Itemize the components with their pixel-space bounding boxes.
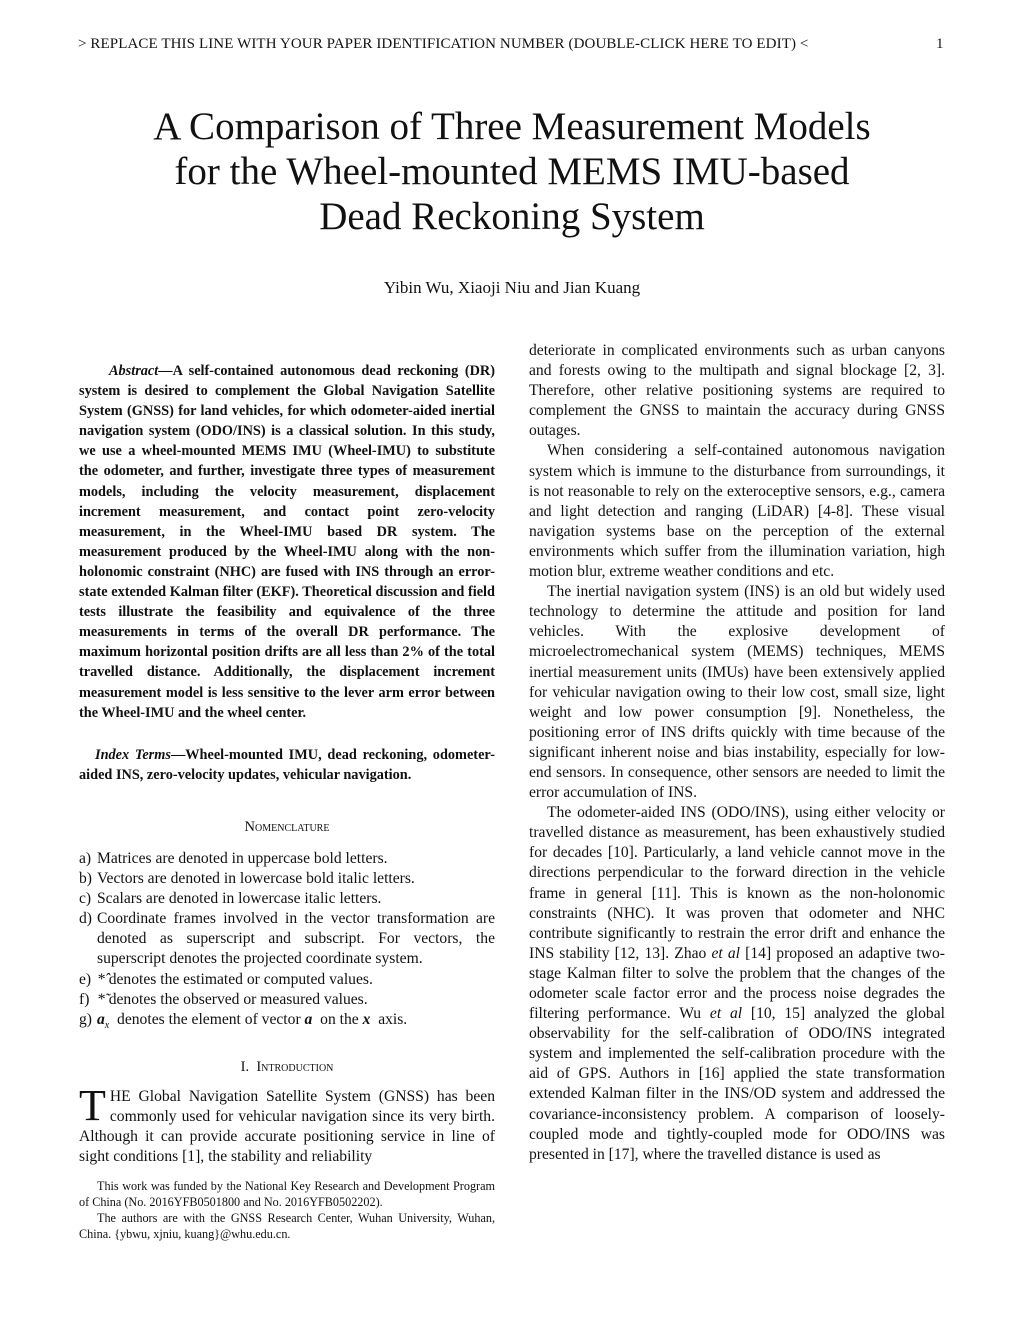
paragraph: The inertial navigation system (INS) is an old but widely used technology to determine the attitude and position for land vehicles. With the explosive development of microelectromechanical system (MEMS) techniques, MEMS inertial measurement units (IMUs) have been extensively applied for vehicular navigation owing to their low cost, small size, light weight and low power consumption [9]. Nonetheless, the positioning error of INS drifts quickly with time because of the significant inherent noise and bias instability, especially for low-end sensors. In consequence, other sensors are needed to limit the error accumulation of INS. xyxy=(529,583,945,802)
list-item-label: a) xyxy=(79,849,92,867)
list-item xyxy=(79,889,495,909)
introduction-text: HE Global Navigation Satellite System (GNSS) has been commonly used for vehicular navigation since its very birth. Although it can provide accurate positioning service in line of sight conditions [1], the stability and reliability xyxy=(79,1088,495,1166)
list-item-label: f) xyxy=(79,990,90,1008)
list-item xyxy=(79,849,495,869)
left-column xyxy=(79,361,495,1167)
title-line-3: Dead Reckoning System xyxy=(319,195,705,238)
list-item xyxy=(79,970,495,990)
estimate-symbol: *̂ xyxy=(97,970,105,988)
footnote-funding: This work was funded by the National Key Research and Development Program of China (No. 2016YFB0501800 and No. 2016YFB0502202). xyxy=(79,1179,495,1209)
vector-symbol: a xyxy=(97,1010,105,1028)
list-item-label: d) xyxy=(79,910,92,928)
index-terms-label: Index Terms xyxy=(95,746,171,763)
authors: Yibin Wu, Xiaoji Niu and Jian Kuang xyxy=(383,278,641,297)
paper-title xyxy=(80,104,944,239)
list-item-text: denotes the estimated or computed values. xyxy=(108,970,373,988)
vector-subscript: x xyxy=(104,1019,110,1031)
list-item-text: Scalars are denoted in lowercase italic letters. xyxy=(97,890,382,908)
title-line-2: for the Wheel-mounted MEMS IMU-based xyxy=(174,150,850,193)
nomenclature-heading-initial: N xyxy=(244,818,256,835)
drop-cap: T xyxy=(79,1081,106,1131)
title-line-1: A Comparison of Three Measurement Models xyxy=(153,105,871,148)
et-al: et al xyxy=(709,1005,743,1023)
paragraph-text: [10, 15] analyzed the global observability for the self-calibration of ODO/INS integrated system and implemented the self-calibration procedure with the aid of GPS. Authors in [16] applied the state transformation extended Kalman filter in the INS/OD system and addressed the covariance-inconsistency problem. A comparison of loosely-coupled mode and tightly-coupled mode for ODO/INS was presented in [17], where the travelled distance is used as xyxy=(529,1005,945,1163)
list-item xyxy=(79,909,495,969)
paragraph xyxy=(529,803,945,1165)
list-item xyxy=(79,1010,495,1036)
introduction-heading-initial: I xyxy=(256,1058,262,1075)
list-item-label: b) xyxy=(79,870,92,888)
introduction-heading xyxy=(79,1057,495,1077)
et-al: et al xyxy=(711,944,741,962)
list-item-label: g) xyxy=(79,1010,92,1028)
paragraph-text: The odometer-aided INS (ODO/INS), using either velocity or travelled distance as measurement, has been exhaustively studied for decades [10]. Particularly, a land vehicle cannot move in the directions perpendicular to the forward direction in the vehicle frame in general [11]. This is known as the non-holonomic constraints (NHC). It was proven that odometer and NHC contribute significantly to restrain the error drift and enhance the INS stability [12, 13]. Zhao xyxy=(529,804,945,962)
nomenclature-heading-rest: omenclature xyxy=(255,818,330,835)
list-item xyxy=(79,990,495,1010)
right-column xyxy=(529,341,945,1165)
running-head-text: > REPLACE THIS LINE WITH YOUR PAPER IDENTIFICATION NUMBER (DOUBLE-CLICK HERE TO EDIT) < xyxy=(78,36,809,52)
nomenclature-list xyxy=(79,849,495,1036)
footnote-affiliation: The authors are with the GNSS Research Center, Wuhan University, Wuhan, China. {ybwu, xjniu, kuang}@whu.edu.cn. xyxy=(79,1211,495,1241)
introduction-paragraph xyxy=(79,1081,495,1167)
list-item-text: Coordinate frames involved in the vector transformation are denoted as superscript and subscript. For vectors, the superscript denotes the projected coordinate system. xyxy=(97,910,495,968)
list-item-text: Vectors are denoted in lowercase bold italic letters. xyxy=(97,870,415,888)
index-terms xyxy=(79,745,495,785)
abstract xyxy=(79,361,495,723)
paragraph: When considering a self-contained autonomous navigation system which is immune to the disturbance from surroundings, it is not reasonable to rely on the exteroceptive sensors, e.g., camera and light detection and ranging (LiDAR) [4-8]. These visual navigation systems base on the perception of the external environments which suffer from the illumination variation, high motion blur, extreme weather conditions and etc. xyxy=(529,442,945,581)
list-item xyxy=(79,869,495,889)
nomenclature-heading xyxy=(79,817,495,837)
measured-symbol: *̃ xyxy=(97,990,105,1008)
section-number: I. xyxy=(240,1058,250,1075)
paragraph: deteriorate in complicated environments such as urban canyons and forests owing to the multipath and signal blockage [2, 3]. Therefore, other relative positioning systems are required to complement the GNSS to maintain the accuracy during GNSS outages. xyxy=(529,342,945,440)
paragraph-text: [14] proposed an adaptive two-stage Kalman filter to solve the problem that the changes of the odometer scale factor error and the process noise degrades the filtering performance. Wu xyxy=(529,944,945,1023)
list-item-text: Matrices are denoted in uppercase bold letters. xyxy=(97,849,388,867)
abstract-text: —A self-contained autonomous dead reckoning (DR) system is desired to complement the Global Navigation Satellite System (GNSS) for land vehicles, for which odometer-aided inertial navigation system (ODO/INS) is a classical solution. In this study, we use a wheel-mounted MEMS IMU (Wheel-IMU) to substitute the odometer, and further, investigate three types of measurement models, including the velocity measurement, displacement increment measurement, and contact point zero-velocity measurement, in the Wheel-IMU based DR system. The measurement produced by the Wheel-IMU along with the non-holonomic constraint (NHC) are fused with INS through an error-state extended Kalman filter (EKF). Theoretical discussion and field tests illustrate the feasibility and equivalence of the three measurements in terms of the overall DR performance. The maximum horizontal position drifts are all less than 2% of the total travelled distance. Additionally, the displacement increment measurement model is less sensitive to the lever arm error between the Wheel-IMU and the wheel center. xyxy=(79,363,495,721)
list-item-text: denotes the element of vector xyxy=(117,1010,301,1028)
list-item-label: e) xyxy=(79,970,92,988)
list-item-label: c) xyxy=(79,890,92,908)
axis-symbol: x xyxy=(362,1010,371,1028)
footnote xyxy=(79,1178,495,1242)
list-item-text: denotes the observed or measured values. xyxy=(108,990,368,1008)
list-item-text-b: on the xyxy=(320,1010,359,1028)
abstract-label: Abstract xyxy=(109,363,159,379)
index-terms-text: —Wheel-mounted IMU, dead reckoning, odometer-aided INS, zero-velocity updates, vehicular navigation. xyxy=(79,746,495,783)
list-item-text-c: axis. xyxy=(378,1010,408,1028)
introduction-heading-rest: ntroduction xyxy=(261,1058,334,1075)
vector-symbol-b: a xyxy=(304,1010,313,1028)
page-number: 1 xyxy=(936,36,944,52)
